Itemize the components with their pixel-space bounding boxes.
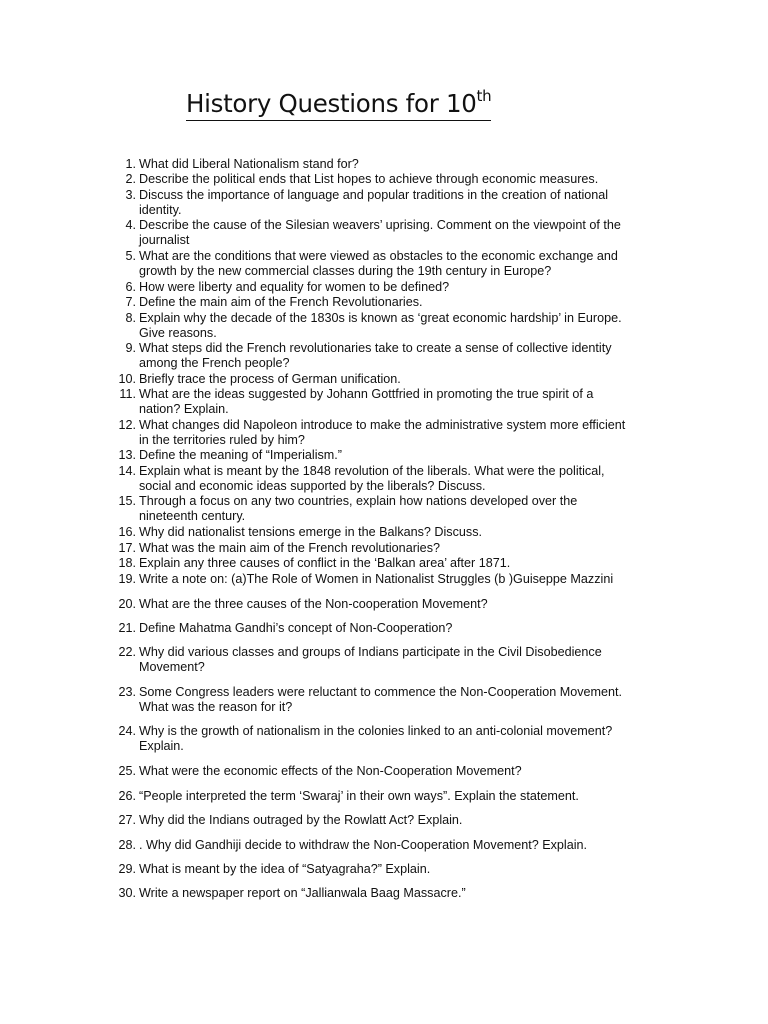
question-number: 15. — [118, 494, 136, 508]
question-text: Some Congress leaders were reluctant to commence the Non-Cooperation Movement. What was the reason for it? — [139, 685, 622, 715]
question-text: What are the conditions that were viewed as obstacles to the economic exchange and growth by the new commercial classes during the 19th century in Europe? — [139, 249, 618, 279]
question-text: What steps did the French revolutionaries take to create a sense of collective identity among the French people? — [139, 341, 612, 371]
question-number: 4. — [125, 218, 136, 232]
question-text: Define the meaning of “Imperialism.” — [139, 448, 342, 462]
title-superscript: th — [476, 87, 492, 105]
document-title — [186, 88, 491, 121]
question-number: 13. — [118, 448, 136, 462]
question-number: 23. — [118, 685, 136, 699]
question-text: Define Mahatma Gandhi’s concept of Non-Cooperation? — [139, 621, 453, 635]
question-text: . Why did Gandhiji decide to withdraw the Non-Cooperation Movement? Explain. — [139, 838, 588, 852]
question-text: Explain what is meant by the 1848 revolution of the liberals. What were the political, social and economic ideas supported by the liberals? Discuss. — [139, 464, 605, 494]
question-number: 29. — [118, 862, 136, 876]
question-text: What is meant by the idea of “Satyagraha?” Explain. — [139, 862, 431, 876]
question-number: 22. — [118, 645, 136, 659]
question-number: 12. — [118, 418, 136, 432]
question-number: 27. — [118, 813, 136, 827]
question-text: Define the main aim of the French Revolutionaries. — [139, 295, 423, 309]
question-number: 9. — [125, 341, 136, 355]
question-text: Why did nationalist tensions emerge in the Balkans? Discuss. — [139, 525, 483, 539]
question-text: What are the ideas suggested by Johann Gottfried in promoting the true spirit of a nation? Explain. — [139, 387, 594, 417]
question-number: 17. — [118, 541, 136, 555]
question-text: Why did various classes and groups of Indians participate in the Civil Disobedience Movement? — [139, 645, 602, 675]
question-number: 26. — [118, 789, 136, 803]
question-text: Describe the political ends that List hopes to achieve through economic measures. — [139, 172, 599, 186]
question-number: 2. — [125, 172, 136, 186]
question-text: What did Liberal Nationalism stand for? — [139, 157, 359, 171]
question-number: 20. — [118, 597, 136, 611]
question-number: 30. — [118, 886, 136, 900]
question-text: Write a newspaper report on “Jallianwala Baag Massacre.” — [139, 886, 466, 900]
question-number: 14. — [118, 464, 136, 478]
question-number: 16. — [118, 525, 136, 539]
question-number: 18. — [118, 556, 136, 570]
question-text: Discuss the importance of language and popular traditions in the creation of national identity. — [139, 188, 609, 218]
question-number: 6. — [125, 280, 136, 294]
question-number: 7. — [125, 295, 136, 309]
question-text: Why is the growth of nationalism in the colonies linked to an anti-colonial movement? Explain. — [139, 724, 613, 754]
question-text: “People interpreted the term ‘Swaraj’ in their own ways”. Explain the statement. — [139, 789, 579, 803]
question-text: Why did the Indians outraged by the Rowlatt Act? Explain. — [139, 813, 463, 827]
question-text: Explain any three causes of conflict in the ‘Balkan area’ after 1871. — [139, 556, 511, 570]
question-number: 25. — [118, 764, 136, 778]
title-text: History Questions for 10 — [186, 89, 477, 118]
question-number: 8. — [125, 311, 136, 325]
question-text: What were the economic effects of the Non-Cooperation Movement? — [139, 764, 522, 778]
question-text: Through a focus on any two countries, explain how nations developed over the nineteenth century. — [139, 494, 578, 524]
question-number: 5. — [125, 249, 136, 263]
question-text: What was the main aim of the French revolutionaries? — [139, 541, 440, 555]
question-number: 10. — [118, 372, 136, 386]
question-text: Describe the cause of the Silesian weavers’ uprising. Comment on the viewpoint of the journalist — [139, 218, 621, 248]
question-number: 1. — [125, 157, 136, 171]
question-number: 19. — [118, 572, 136, 586]
question-text: What are the three causes of the Non-cooperation Movement? — [139, 597, 488, 611]
question-number: 21. — [118, 621, 136, 635]
question-text: What changes did Napoleon introduce to make the administrative system more efficient in the territories ruled by him? — [139, 418, 626, 448]
question-number: 28. — [118, 838, 136, 852]
question-number: 24. — [118, 724, 136, 738]
question-number: 3. — [125, 188, 136, 202]
question-text: Write a note on: (a)The Role of Women in Nationalist Struggles (b )Guiseppe Mazzini — [139, 572, 614, 586]
question-text: Briefly trace the process of German unification. — [139, 372, 401, 386]
question-number: 11. — [119, 387, 136, 401]
question-text: Explain why the decade of the 1830s is known as ‘great economic hardship’ in Europe. Give reasons. — [139, 311, 622, 341]
question-text: How were liberty and equality for women to be defined? — [139, 280, 450, 294]
